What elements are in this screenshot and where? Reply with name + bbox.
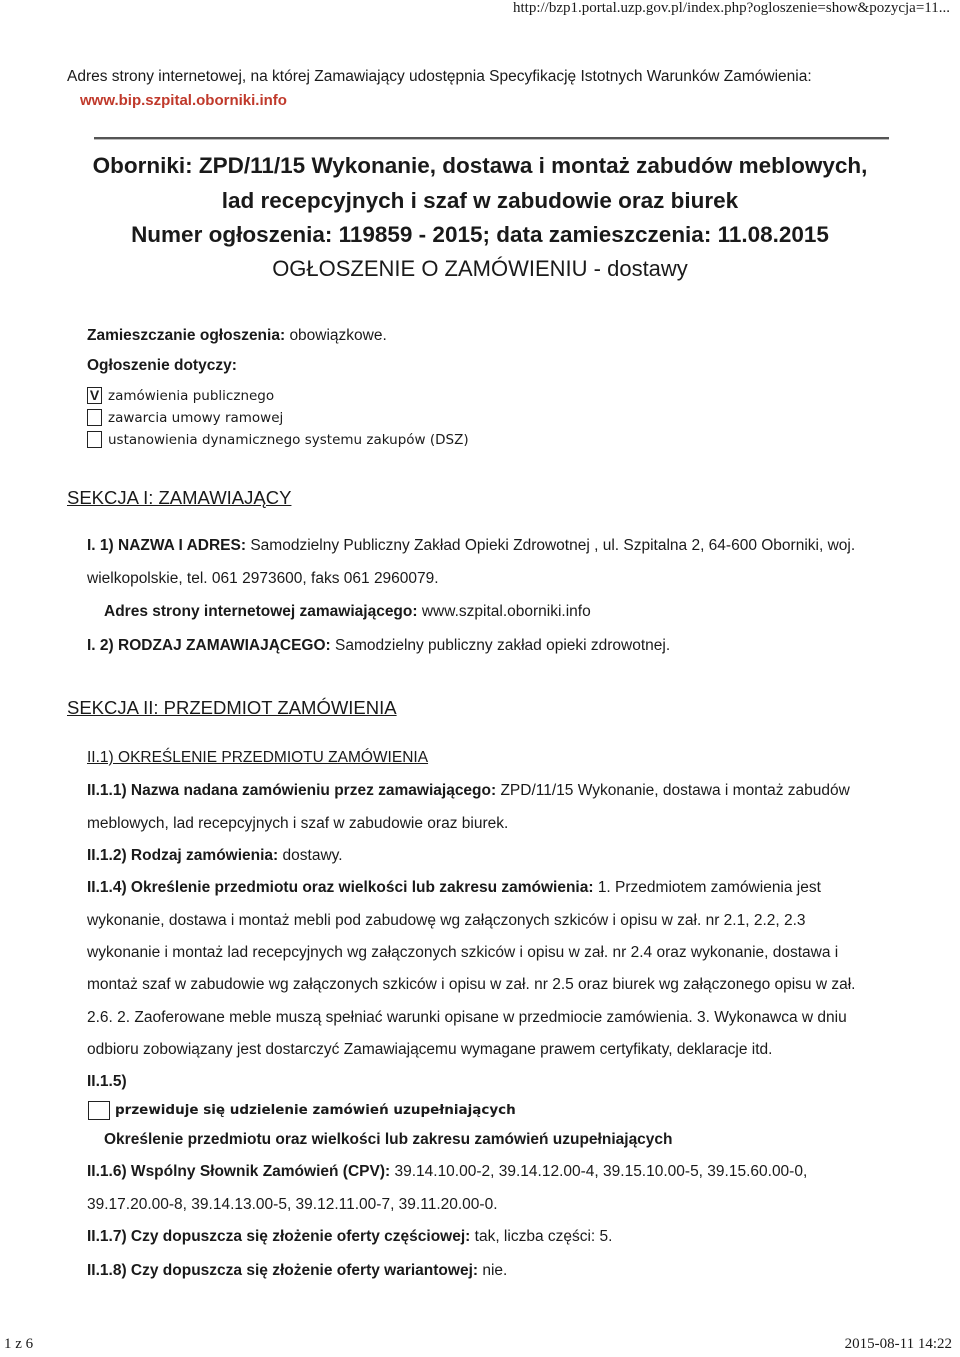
order-scope-line: wykonanie, dostawa i montaż mebli pod zabudowę wg załączonych szkiców i opisu w zał. nr 2.1, 2.2, 2.3 bbox=[87, 912, 806, 929]
page-counter: 1 z 6 bbox=[4, 1336, 34, 1352]
order-scope-line: 2.6. 2. Zaoferowane meble muszą spełniać warunki opisane w przedmiocie zamówienia. 3. Wykonawca w dniu bbox=[87, 1009, 847, 1026]
page-url: http://bzp1.portal.uzp.gov.pl/index.php?ogloszenie=show&pozycja=11... bbox=[513, 0, 950, 16]
checkbox-framework-agreement[interactable] bbox=[87, 409, 102, 426]
print-timestamp: 2015-08-11 14:22 bbox=[844, 1336, 952, 1352]
contracting-name-value-cont: wielkopolskie, tel. 061 2973600, faks 061 2960079. bbox=[87, 570, 439, 587]
section2-heading: SEKCJA II: PRZEDMIOT ZAMÓWIENIA bbox=[67, 697, 397, 718]
variant-offer-value: nie. bbox=[482, 1262, 508, 1279]
checkbox-label-dps: ustanowienia dynamicznego systemu zakupów (DSZ) bbox=[108, 432, 469, 448]
cpv-value: 39.14.10.00-2, 39.14.12.00-4, 39.15.10.00-5, 39.15.60.00-0, bbox=[394, 1163, 808, 1180]
contracting-type-row bbox=[87, 637, 670, 655]
checkbox-label-framework-agreement: zawarcia umowy ramowej bbox=[108, 410, 284, 426]
publication-label: Zamieszczanie ogłoszenia: bbox=[87, 327, 286, 344]
contracting-name-label: I. 1) NAZWA I ADRES: bbox=[87, 537, 247, 554]
checkbox-label-supplementary-orders: przewiduje się udzielenie zamówień uzupełniających bbox=[115, 1102, 516, 1118]
contracting-website-row bbox=[104, 603, 591, 621]
cpv-row bbox=[87, 1163, 807, 1181]
order-scope-line: odbioru zobowiązany jest dostarczyć Zamawiającemu wymagane prawem certyfikaty, deklaracje itd. bbox=[87, 1041, 773, 1058]
order-scope-row bbox=[87, 879, 821, 897]
order-scope-line: 1. Przedmiotem zamówienia jest bbox=[597, 879, 821, 896]
checkbox-label-public-order: zamówienia publicznego bbox=[108, 388, 275, 404]
contracting-website-value: www.szpital.oborniki.info bbox=[421, 603, 591, 620]
order-name-value: ZPD/11/15 Wykonanie, dostawa i montaż zabudów bbox=[500, 782, 850, 799]
order-kind-row bbox=[87, 847, 343, 865]
cpv-label: II.1.6) Wspólny Słownik Zamówień (CPV): bbox=[87, 1163, 391, 1180]
contracting-type-value: Samodzielny publiczny zakład opieki zdrowotnej. bbox=[335, 637, 671, 654]
checkbox-public-order[interactable]: V bbox=[87, 387, 102, 404]
publication-row bbox=[87, 327, 387, 345]
item-1-1-5-label: II.1.5) bbox=[87, 1073, 127, 1090]
order-kind-label: II.1.2) Rodzaj zamówienia: bbox=[87, 847, 279, 864]
checkbox-dps[interactable] bbox=[87, 431, 102, 448]
checkbox-supplementary-orders[interactable] bbox=[88, 1101, 110, 1120]
cpv-value-cont: 39.17.20.00-8, 39.14.13.00-5, 39.12.11.00-7, 39.11.20.00-0. bbox=[87, 1196, 498, 1213]
concerns-label: Ogłoszenie dotyczy: bbox=[87, 357, 237, 374]
order-name-label: II.1.1) Nazwa nadana zamówieniu przez zamawiającego: bbox=[87, 782, 497, 799]
contracting-name-value: Samodzielny Publiczny Zakład Opieki Zdrowotnej , ul. Szpitalna 2, 64-600 Oborniki, woj. bbox=[250, 537, 856, 554]
supplementary-scope-label: Określenie przedmiotu oraz wielkości lub zakresu zamówień uzupełniających bbox=[104, 1131, 673, 1148]
subject-subheading: II.1) OKREŚLENIE PRZEDMIOTU ZAMÓWIENIA bbox=[87, 749, 429, 766]
horizontal-divider bbox=[94, 137, 889, 140]
variant-offer-label: II.1.8) Czy dopuszcza się złożenie oferty wariantowej: bbox=[87, 1262, 479, 1279]
contracting-website-label: Adres strony internetowej zamawiającego: bbox=[104, 603, 418, 620]
order-name-row bbox=[87, 782, 850, 800]
notice-title-line1: Oborniki: ZPD/11/15 Wykonanie, dostawa i montaż zabudów meblowych, bbox=[92, 153, 868, 178]
siwz-site-intro: Adres strony internetowej, na której Zamawiający udostępnia Specyfikację Istotnych Warunków Zamówienia: bbox=[67, 68, 812, 85]
order-scope-label: II.1.4) Określenie przedmiotu oraz wielkości lub zakresu zamówienia: bbox=[87, 879, 594, 896]
order-scope-line: wykonanie i montaż lad recepcyjnych wg załączonych szkiców i opisu w zał. nr 2.4 oraz wykonanie, dostawa i bbox=[87, 944, 839, 961]
contracting-name-row bbox=[87, 537, 855, 555]
partial-offer-label: II.1.7) Czy dopuszcza się złożenie oferty częściowej: bbox=[87, 1228, 471, 1245]
publication-value: obowiązkowe. bbox=[289, 327, 387, 344]
notice-title-line2: lad recepcyjnych i szaf w zabudowie oraz biurek bbox=[221, 188, 739, 213]
partial-offer-value: tak, liczba części: 5. bbox=[474, 1228, 613, 1245]
variant-offer-row bbox=[87, 1262, 507, 1280]
section1-heading: SEKCJA I: ZAMAWIAJĄCY bbox=[67, 487, 292, 508]
order-scope-line: montaż szaf w zabudowie wg załączonych szkiców i opisu w zał. nr 2.5 oraz biurek wg załączonego opisu w zał. bbox=[87, 976, 856, 993]
order-kind-value: dostawy. bbox=[282, 847, 343, 864]
partial-offer-row bbox=[87, 1228, 612, 1246]
siwz-site-link[interactable]: www.bip.szpital.oborniki.info bbox=[80, 92, 287, 109]
order-name-value-cont: meblowych, lad recepcyjnych i szaf w zabudowie oraz biurek. bbox=[87, 815, 509, 832]
notice-number-line: Numer ogłoszenia: 119859 - 2015; data zamieszczenia: 11.08.2015 bbox=[131, 222, 829, 247]
notice-type-heading: OGŁOSZENIE O ZAMÓWIENIU - dostawy bbox=[272, 256, 688, 281]
contracting-type-label: I. 2) RODZAJ ZAMAWIAJĄCEGO: bbox=[87, 637, 331, 654]
